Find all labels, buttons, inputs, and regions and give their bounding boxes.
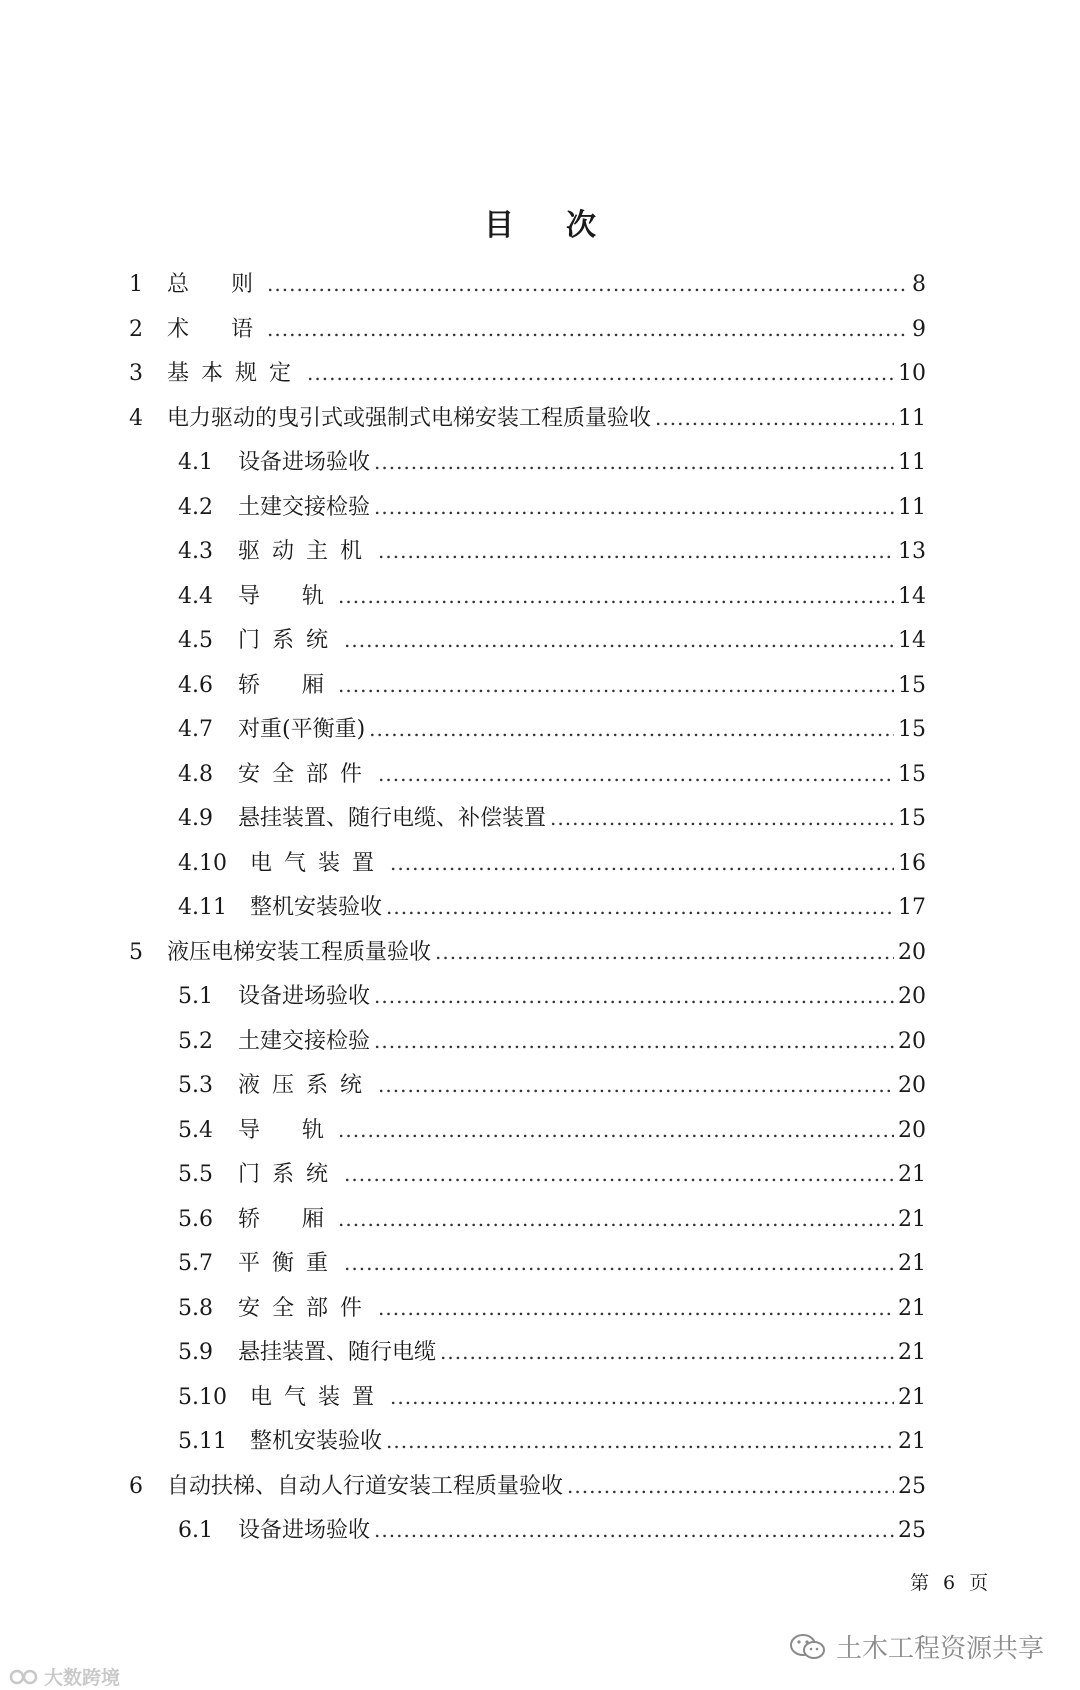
toc-entry-page: 16: [898, 850, 926, 876]
toc-entry[interactable]: [129, 574, 926, 619]
toc-entry[interactable]: [129, 1019, 926, 1064]
toc-entry-page: 9: [912, 316, 926, 342]
toc-entry-title: 术 语: [167, 316, 264, 342]
toc-entry-title: 轿 厢: [238, 1206, 335, 1232]
toc-entry-page: 21: [898, 1251, 926, 1276]
toc-entry[interactable]: [129, 1330, 926, 1375]
toc-entry-number: 4.1: [178, 450, 213, 475]
toc-entry-number: 4.9: [178, 806, 213, 831]
toc-leader-dots: [440, 1330, 894, 1375]
toc-entry-title: 液压电梯安装工程质量验收: [167, 939, 432, 965]
toc-entry-page: 11: [898, 405, 926, 431]
toc-entry[interactable]: [129, 618, 926, 663]
toc-entry-number: 4.7: [178, 717, 213, 742]
toc-leader-dots: [374, 485, 894, 530]
watermark-left: [8, 1663, 120, 1690]
toc-entry-number: 4.3: [178, 539, 213, 564]
toc-leader-dots: [338, 1197, 894, 1242]
toc-entry-title: 导 轨: [238, 1117, 335, 1143]
toc-entry[interactable]: [129, 351, 926, 396]
toc-entry-number: 4.5: [178, 628, 213, 653]
toc-entry[interactable]: [129, 885, 926, 930]
watermark-logo-icon: [8, 1667, 42, 1687]
toc-entry-page: 8: [912, 272, 926, 297]
toc-entry-page: 15: [898, 761, 926, 787]
toc-entry-number: 5.10: [178, 1384, 227, 1410]
toc-entry-number: 5.2: [178, 1028, 213, 1054]
toc-entry-page: 17: [898, 895, 926, 920]
toc-entry-number: 5.7: [178, 1251, 213, 1276]
toc-entry-number: 5.3: [178, 1073, 213, 1098]
toc-entry-title: 整机安装验收: [250, 895, 383, 920]
toc-entry[interactable]: [129, 1197, 926, 1242]
toc-leader-dots: [338, 663, 894, 708]
toc-entry-title: 电气装置: [250, 850, 387, 876]
toc-entry[interactable]: [129, 396, 926, 441]
watermark-right: [788, 1628, 1044, 1665]
toc-entry-number: 1: [129, 272, 143, 297]
toc-entry[interactable]: [129, 752, 926, 797]
toc-entry-title: 轿 厢: [238, 672, 335, 698]
toc-entry[interactable]: [129, 1464, 926, 1509]
table-of-contents: [129, 262, 926, 1553]
wechat-icon: [788, 1632, 828, 1662]
toc-entry[interactable]: [129, 1108, 926, 1153]
toc-entry-title: 总 则: [167, 272, 264, 297]
toc-entry-title: 设备进场验收: [238, 984, 371, 1009]
toc-entry-page: 15: [898, 672, 926, 698]
toc-entry-title: 土建交接检验: [238, 494, 371, 520]
toc-leader-dots: [378, 1063, 894, 1108]
toc-entry[interactable]: [129, 529, 926, 574]
toc-entry[interactable]: [129, 485, 926, 530]
toc-entry-page: 13: [898, 539, 926, 564]
toc-leader-dots: [550, 796, 894, 841]
toc-entry-page: 21: [898, 1295, 926, 1321]
toc-leader-dots: [369, 707, 894, 752]
toc-entry-title: 整机安装验收: [250, 1429, 383, 1454]
toc-leader-dots: [390, 841, 894, 886]
toc-leader-dots: [390, 1375, 894, 1420]
toc-leader-dots: [386, 1419, 894, 1464]
toc-leader-dots: [338, 574, 894, 619]
toc-entry-page: 25: [898, 1518, 926, 1543]
page-title: 目次: [484, 208, 648, 243]
toc-entry-title: 自动扶梯、自动人行道安装工程质量验收: [167, 1473, 564, 1499]
toc-entry[interactable]: [129, 1286, 926, 1331]
toc-leader-dots: [435, 930, 894, 975]
toc-entry-title: 导 轨: [238, 583, 335, 609]
toc-entry-page: 10: [898, 361, 926, 386]
toc-entry-number: 5: [129, 939, 143, 965]
toc-entry[interactable]: [129, 1375, 926, 1420]
toc-entry-title: 悬挂装置、随行电缆、补偿装置: [238, 806, 547, 831]
toc-entry[interactable]: [129, 1419, 926, 1464]
toc-entry-page: 14: [898, 583, 926, 609]
toc-leader-dots: [374, 1508, 894, 1553]
toc-leader-dots: [374, 974, 894, 1019]
toc-entry-page: 20: [898, 939, 926, 965]
toc-entry-page: 25: [898, 1473, 926, 1499]
toc-entry[interactable]: [129, 262, 926, 307]
toc-entry-page: 21: [898, 1384, 926, 1410]
toc-leader-dots: [344, 1152, 894, 1197]
toc-entry-page: 20: [898, 1028, 926, 1054]
toc-entry-title: 液压系统: [238, 1073, 375, 1098]
toc-leader-dots: [567, 1464, 894, 1509]
watermark-right-text: 土木工程资源共享: [836, 1634, 1045, 1664]
toc-entry-title: 对重(平衡重): [238, 717, 366, 742]
toc-entry-number: 6.1: [178, 1518, 213, 1543]
toc-entry-number: 4.11: [178, 895, 227, 920]
watermark-left-text: 大数跨境: [44, 1667, 121, 1689]
toc-entry-number: 4.4: [178, 583, 213, 609]
toc-entry[interactable]: [129, 440, 926, 485]
toc-entry-title: 电力驱动的曳引式或强制式电梯安装工程质量验收: [167, 405, 652, 431]
toc-entry-page: 20: [898, 984, 926, 1009]
toc-entry[interactable]: [129, 1508, 926, 1553]
toc-entry-number: 5.4: [178, 1117, 213, 1143]
toc-entry[interactable]: [129, 663, 926, 708]
toc-entry-page: 15: [898, 717, 926, 742]
toc-entry-number: 5.11: [178, 1429, 227, 1454]
toc-entry-page: 20: [898, 1073, 926, 1098]
toc-entry[interactable]: [129, 307, 926, 352]
toc-entry-title: 门系统: [238, 628, 341, 653]
toc-entry[interactable]: [129, 1241, 926, 1286]
toc-entry-number: 5.8: [178, 1295, 213, 1321]
toc-entry[interactable]: [129, 974, 926, 1019]
toc-entry-page: 21: [898, 1162, 926, 1187]
toc-entry-title: 安全部件: [238, 1295, 375, 1321]
toc-entry-title: 平衡重: [238, 1251, 341, 1276]
toc-entry-number: 4.2: [178, 494, 213, 520]
toc-entry-title: 安全部件: [238, 761, 375, 787]
toc-leader-dots: [378, 529, 894, 574]
toc-leader-dots: [655, 396, 894, 441]
toc-entry-title: 门系统: [238, 1162, 341, 1187]
toc-entry-number: 5.1: [178, 984, 213, 1009]
toc-leader-dots: [338, 1108, 894, 1153]
toc-entry-title: 土建交接检验: [238, 1028, 371, 1054]
toc-entry-number: 6: [129, 1473, 143, 1499]
toc-entry-number: 5.9: [178, 1340, 213, 1365]
toc-entry-page: 20: [898, 1117, 926, 1143]
toc-entry-number: 4.10: [178, 850, 227, 876]
toc-leader-dots: [267, 262, 908, 307]
toc-entry-number: 3: [129, 361, 143, 386]
toc-leader-dots: [378, 752, 894, 797]
toc-entry[interactable]: [129, 930, 926, 975]
toc-entry-number: 4: [129, 405, 143, 431]
toc-entry-page: 11: [898, 494, 926, 520]
toc-leader-dots: [374, 1019, 894, 1064]
toc-entry-title: 基本规定: [167, 361, 304, 386]
toc-entry-title: 驱动主机: [238, 539, 375, 564]
toc-entry-page: 21: [898, 1206, 926, 1232]
toc-leader-dots: [344, 1241, 894, 1286]
toc-entry-page: 21: [898, 1340, 926, 1365]
toc-entry-title: 设备进场验收: [238, 450, 371, 475]
toc-entry-title: 悬挂装置、随行电缆: [238, 1340, 437, 1365]
toc-entry[interactable]: [129, 707, 926, 752]
toc-entry-number: 4.6: [178, 672, 213, 698]
toc-leader-dots: [374, 440, 894, 485]
toc-entry-number: 5.6: [178, 1206, 213, 1232]
toc-entry-page: 14: [898, 628, 926, 653]
page-number: 第 6 页: [910, 1572, 993, 1594]
toc-entry[interactable]: [129, 841, 926, 886]
toc-entry[interactable]: [129, 1152, 926, 1197]
toc-entry[interactable]: [129, 796, 926, 841]
toc-leader-dots: [307, 351, 894, 396]
toc-entry-number: 5.5: [178, 1162, 213, 1187]
toc-leader-dots: [386, 885, 894, 930]
toc-entry-page: 15: [898, 806, 926, 831]
toc-entry-page: 21: [898, 1429, 926, 1454]
toc-entry-page: 11: [898, 450, 926, 475]
toc-entry-number: 4.8: [178, 761, 213, 787]
toc-entry-number: 2: [129, 316, 143, 342]
toc-leader-dots: [267, 307, 908, 352]
toc-leader-dots: [378, 1286, 894, 1331]
toc-entry-title: 电气装置: [250, 1384, 387, 1410]
toc-entry[interactable]: [129, 1063, 926, 1108]
toc-entry-title: 设备进场验收: [238, 1518, 371, 1543]
toc-leader-dots: [344, 618, 894, 663]
